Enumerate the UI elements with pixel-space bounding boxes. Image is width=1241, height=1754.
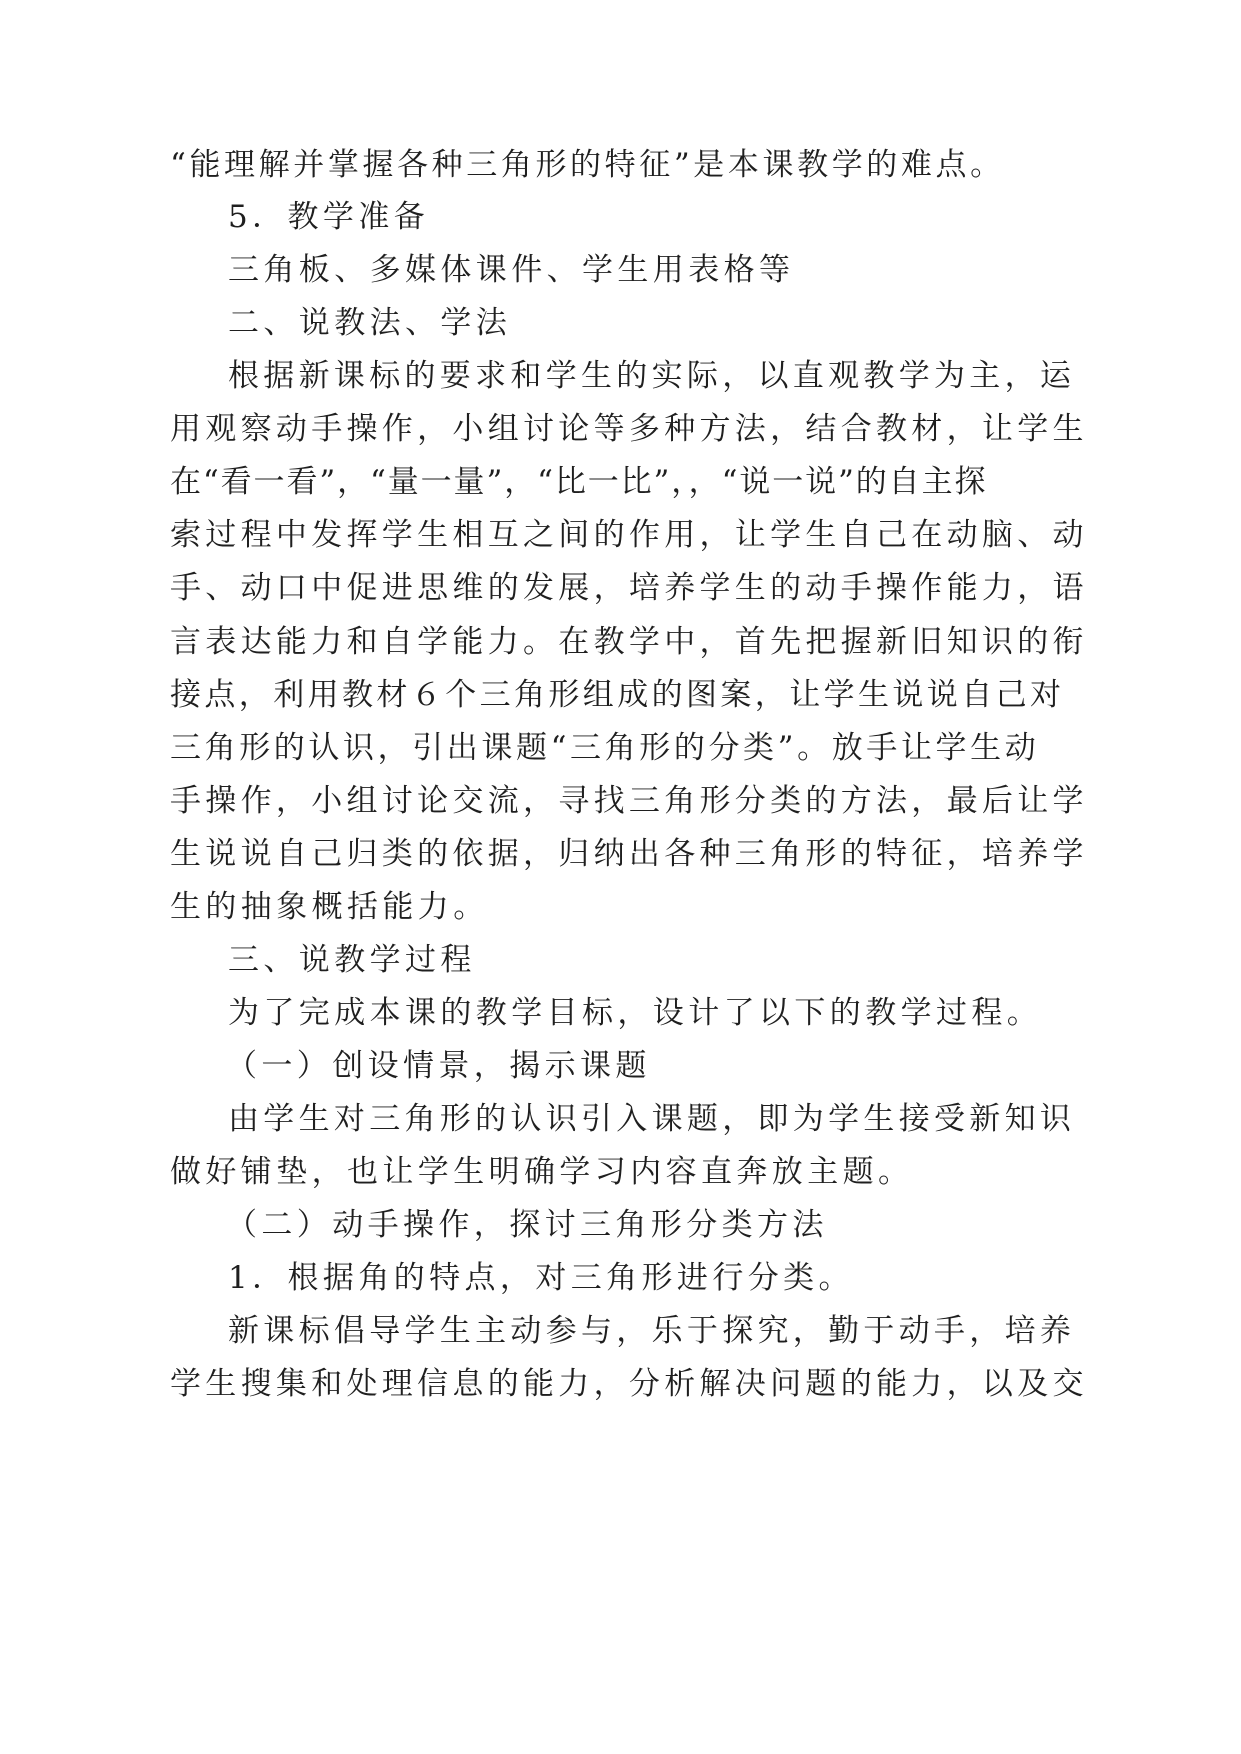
subsection-heading: （一）创设情景，揭示课题	[226, 1048, 651, 1084]
section-heading: 三、说教学过程	[228, 942, 476, 978]
paragraph-line: “能理解并掌握各种三角形的特征”是本课教学的难点。	[170, 147, 1005, 183]
paragraph-line: 学生搜集和处理信息的能力，分析解决问题的能力，以及交	[170, 1366, 1088, 1402]
paragraph-line: 接点，利用教材６个三角形组成的图案，让学生说说自己对	[170, 677, 1065, 713]
subsection-heading: （二）动手操作，探讨三角形分类方法	[226, 1207, 828, 1243]
paragraph-line: 言表达能力和自学能力。在教学中，首先把握新旧知识的衔	[170, 624, 1088, 660]
paragraph-line: 手操作，小组讨论交流，寻找三角形分类的方法，最后让学	[170, 783, 1088, 819]
paragraph-line: 生的抽象概括能力。	[170, 889, 489, 925]
paragraph-line: 由学生对三角形的认识引入课题，即为学生接受新知识	[228, 1101, 1076, 1137]
paragraph-line: 生说说自己归类的依据，归纳出各种三角形的特征，培养学	[170, 836, 1088, 872]
numbered-heading: 1．根据角的特点，对三角形进行分类。	[228, 1260, 854, 1296]
paragraph-line: 三角板、多媒体课件、学生用表格等	[228, 252, 795, 288]
paragraph-line: 新课标倡导学生主动参与，乐于探究，勤于动手，培养	[228, 1313, 1076, 1349]
section-heading: 5．教学准备	[228, 199, 430, 235]
paragraph-line: 用观察动手操作，小组讨论等多种方法，结合教材，让学生	[170, 411, 1088, 447]
paragraph-line: 三角形的认识，引出课题“三角形的分类”。放手让学生动	[170, 730, 1040, 766]
paragraph-line: 做好铺垫，也让学生明确学习内容直奔放主题。	[170, 1154, 914, 1190]
paragraph-line: 索过程中发挥学生相互之间的作用，让学生自己在动脑、动	[170, 517, 1088, 553]
paragraph-line: 手、动口中促进思维的发展，培养学生的动手操作能力，语	[170, 570, 1088, 606]
paragraph-line: 为了完成本课的教学目标，设计了以下的教学过程。	[228, 995, 1043, 1031]
paragraph-line: 在“看一看”，“量一量”，“比一比”，，“说一说”的自主探	[170, 464, 988, 500]
section-heading: 二、说教法、学法	[228, 305, 512, 341]
paragraph-line: 根据新课标的要求和学生的实际，以直观教学为主，运	[228, 358, 1076, 394]
